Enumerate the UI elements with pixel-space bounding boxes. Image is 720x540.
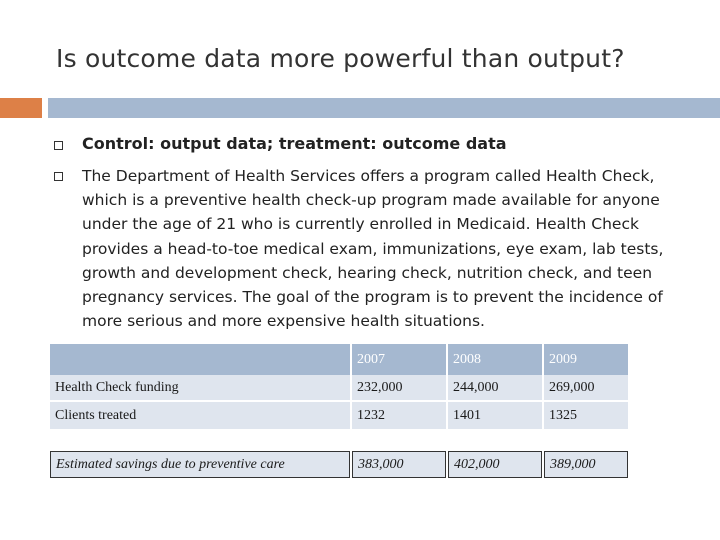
table-cell: 383,000 — [352, 451, 446, 478]
table-cell: 1401 — [448, 402, 542, 429]
header-cell-2007: 2007 — [352, 344, 446, 375]
header-cell-2008: 2008 — [448, 344, 542, 375]
table-row — [50, 402, 628, 429]
header-cell-2009: 2009 — [544, 344, 628, 375]
table-row — [50, 451, 628, 478]
table-cell: 244,000 — [448, 375, 542, 402]
accent-bar-orange — [0, 98, 42, 118]
header-cell-empty — [50, 344, 350, 375]
table-cell: 269,000 — [544, 375, 628, 402]
table-row — [50, 375, 628, 402]
row-label: Estimated savings due to preventive care — [50, 451, 350, 478]
table-spacer-row — [50, 429, 628, 451]
table-cell: 389,000 — [544, 451, 628, 478]
table-header-row — [50, 344, 628, 375]
table-cell: 402,000 — [448, 451, 542, 478]
table-cell: 1232 — [352, 402, 446, 429]
table-cell: 232,000 — [352, 375, 446, 402]
slide-title: Is outcome data more powerful than output? — [56, 44, 625, 73]
table-cell: 1325 — [544, 402, 628, 429]
funding-table — [48, 344, 630, 478]
row-label: Clients treated — [50, 402, 350, 429]
bullet-paragraph: The Department of Health Services offers a program called Health Check, which is a preventive health check-up program made available for anyone under the age of 21 who is currently enrolled in Medicaid. Health Check provides a head-to-toe medical exam, immunizations, eye exam, lab tests, growth and development check, hearing check, nutrition check, and teen pregnancy services. The goal of the program is to prevent the incidence of more serious and more expensive health situations. — [82, 167, 664, 331]
bullet-square-icon — [54, 172, 63, 181]
bullet-line-1: Control: output data; treatment: outcome data — [82, 134, 507, 153]
accent-bar-blue — [48, 98, 720, 118]
bullet-square-icon — [54, 141, 63, 150]
row-label: Health Check funding — [50, 375, 350, 402]
